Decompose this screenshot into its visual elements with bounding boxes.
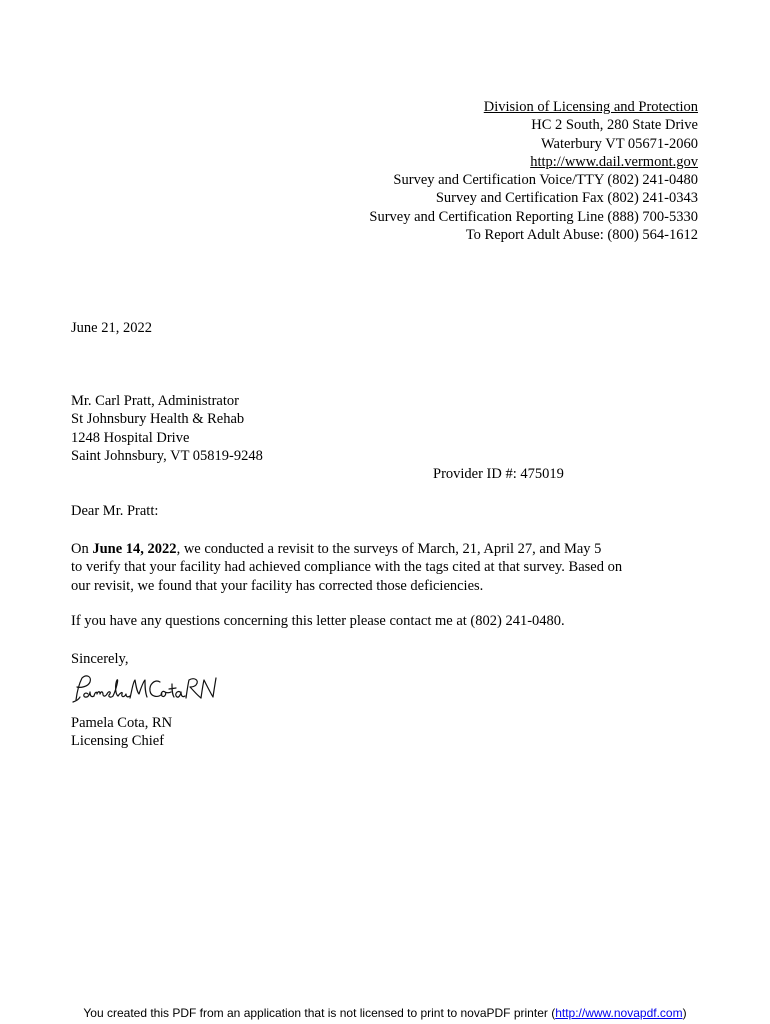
pdf-watermark-footer	[0, 1005, 770, 1021]
letterhead	[369, 98, 698, 244]
revisit-date: June 14, 2022	[92, 541, 177, 557]
abuse-line: To Report Adult Abuse: (800) 564-1612	[465, 227, 698, 244]
letterhead-street: HC 2 South, 280 State Drive	[531, 117, 698, 134]
paragraph-revisit	[71, 540, 622, 595]
paragraph-line-1-rest: , we conducted a revisit to the surveys of March, 21, April 27, and May 5	[176, 541, 602, 557]
paragraph-line-2: to verify that your facility had achieved compliance with the tags cited at that survey. Based on	[71, 559, 623, 576]
letter-date: June 21, 2022	[71, 320, 152, 336]
recipient-street: 1248 Hospital Drive	[71, 429, 190, 446]
signature-block	[71, 714, 172, 751]
novapdf-link[interactable]: http://www.novapdf.com	[555, 1006, 683, 1020]
salutation: Dear Mr. Pratt:	[71, 503, 159, 519]
recipient-name: Mr. Carl Pratt, Administrator	[71, 393, 239, 409]
closing: Sincerely,	[71, 651, 129, 667]
fax-number: Survey and Certification Fax (802) 241-0343	[435, 190, 698, 207]
paragraph-line-1	[71, 540, 622, 558]
website-link[interactable]: http://www.dail.vermont.gov	[530, 153, 698, 170]
reporting-line: Survey and Certification Reporting Line (888) 700-5330	[369, 208, 698, 225]
recipient-facility: St Johnsbury Health & Rehab	[71, 411, 245, 428]
footer-text: You created this PDF from an application that is not licensed to print to novaPDF printer (	[83, 1006, 556, 1020]
signer-title: Licensing Chief	[71, 733, 165, 750]
paragraph-prefix: On	[71, 541, 93, 557]
handwritten-signature	[70, 672, 220, 708]
voice-phone: Survey and Certification Voice/TTY (802) 241-0480	[393, 172, 698, 189]
letterhead-city: Waterbury VT 05671-2060	[541, 135, 698, 152]
division-name: Division of Licensing and Protection	[483, 99, 698, 115]
paragraph-contact: If you have any questions concerning this letter please contact me at (802) 241-0480.	[71, 613, 565, 629]
paragraph-line-3: our revisit, we found that your facility has corrected those deficiencies.	[71, 577, 484, 594]
footer-text-end: )	[682, 1006, 687, 1020]
recipient-city: Saint Johnsbury, VT 05819-9248	[71, 447, 263, 464]
signer-name: Pamela Cota, RN	[71, 715, 173, 731]
recipient-address	[71, 392, 263, 465]
provider-id: Provider ID #: 475019	[433, 466, 564, 482]
